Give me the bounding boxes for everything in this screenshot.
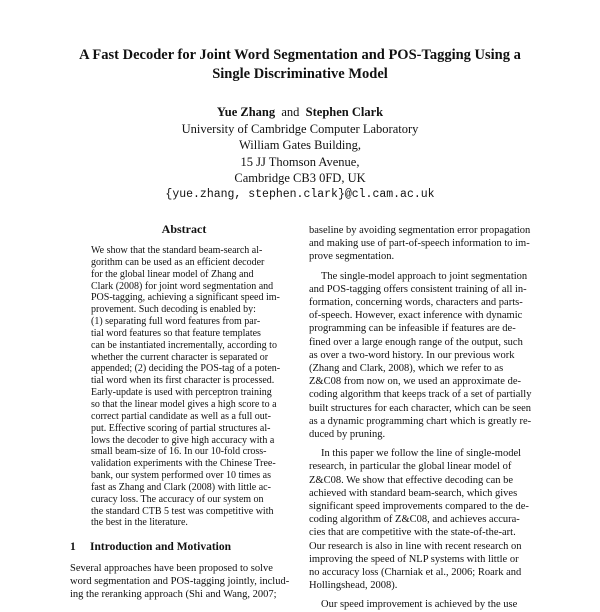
- text-line: We show that the standard beam-search al-: [91, 245, 263, 256]
- text-line: POS-tagging, achieving a significant speed im-: [91, 292, 280, 304]
- text-line: The single-model approach to joint segmentation: [321, 270, 528, 282]
- text-line: Our research is also in line with recent research on: [309, 540, 522, 552]
- text-line: appended; (2) deciding the POS-tag of a poten-: [91, 363, 281, 375]
- text-line: and making use of part-of-speech information to im-: [309, 238, 530, 250]
- text-line: lows the decoder to give high accuracy with a: [91, 434, 275, 446]
- text-line: ing the reranking approach (Shi and Wang, 2007;: [70, 589, 277, 601]
- text-line: Clark (2008) for joint word segmentation and: [91, 280, 274, 292]
- text-line: put. Effective scoring of partial structures al-: [91, 422, 271, 434]
- author-names: Yue Zhang and Stephen Clark: [216, 105, 384, 119]
- text-line: Several approaches have been proposed to solve: [70, 563, 273, 574]
- text-line: small beam-size of 16. In our 10-fold cross-: [91, 446, 267, 458]
- text-line: whether the current character is separated or: [91, 351, 269, 363]
- text-line: can be instantiated incrementally, according to: [91, 339, 277, 351]
- paragraph: [309, 447, 535, 592]
- text-line: programming can be infeasible if features are de-: [309, 323, 516, 335]
- text-line: significant speed improvements compared to the de-: [309, 501, 529, 513]
- affiliation-line: William Gates Building,: [238, 138, 362, 152]
- abstract-heading: Abstract: [161, 222, 207, 236]
- abstract-body: [91, 245, 280, 529]
- paragraph: [309, 598, 535, 611]
- paragraph: [309, 224, 535, 264]
- text-line: for the global linear model of Zhang and: [91, 268, 254, 280]
- text-line: as over a two-word history. In our previous work: [309, 349, 515, 361]
- text-line: coding algorithm that keeps track of a set of partially: [309, 389, 532, 401]
- author-block: [100, 104, 500, 203]
- text-line: word segmentation and POS-tagging jointly, includ-: [70, 576, 290, 588]
- title-line-2: Single Discriminative Model: [212, 66, 388, 82]
- text-line: prove segmentation.: [309, 251, 395, 263]
- text-line: curacy loss. The accuracy of our system on: [91, 493, 264, 505]
- text-line: cies that are competitive with the state-of-the-art.: [309, 527, 516, 539]
- text-line: research, in particular the global linear model of: [309, 461, 512, 473]
- text-line: Hollingshead, 2008).: [309, 580, 398, 592]
- text-line: baseline by avoiding segmentation error propagation: [309, 225, 531, 236]
- text-line: the standard CTB 5 test was competitive with: [91, 505, 274, 517]
- text-line: Our speed improvement is achieved by the use: [321, 599, 518, 611]
- author-email: {yue.zhang, stephen.clark}@cl.cam.ac.uk: [165, 187, 435, 201]
- text-line: correct partial candidate as well as a full out-: [91, 410, 271, 422]
- author-1: Yue Zhang: [216, 105, 276, 119]
- affiliation-line: Cambridge CB3 0FD, UK: [234, 171, 366, 185]
- text-line: fined over a large enough range of the output, such: [309, 336, 523, 348]
- text-line: so that the linear model gives a high score to a: [91, 398, 277, 410]
- text-line: In this paper we follow the line of single-model: [321, 448, 522, 460]
- text-line: formation, concerning words, characters and parts-: [309, 297, 523, 309]
- section-heading: 1 Introduction and Motivation: [70, 541, 232, 553]
- affiliation-line: 15 JJ Thomson Avenue,: [240, 154, 360, 169]
- text-line: tial word features so that feature templates: [91, 327, 261, 339]
- right-column-body: [309, 224, 535, 612]
- text-line: (Zhang and Clark, 2008), which we refer to as: [309, 363, 504, 375]
- text-line: duced by pruning.: [309, 429, 386, 441]
- text-line: as a dynamic programming chart which is greatly re-: [309, 415, 532, 427]
- text-line: Z&C08. We show that effective decoding can be: [309, 474, 514, 486]
- text-line: of-speech. However, exact inference with dynamic: [309, 310, 523, 322]
- text-line: (1) separating full word features from par-: [91, 316, 261, 328]
- affiliation-line: University of Cambridge Computer Laboratory: [181, 121, 419, 136]
- text-line: gorithm can be used as an efficient decoder: [91, 256, 265, 268]
- text-line: tial word when its first character is processed.: [91, 375, 275, 387]
- text-line: bank, our system performed over 10 times as: [91, 470, 271, 482]
- text-line: built structures for each character, which can be seen: [309, 402, 532, 414]
- text-line: Z&C08 from now on, we used an approximate de-: [309, 376, 521, 388]
- text-line: fast as Zhang and Clark (2008) with little ac-: [91, 481, 271, 493]
- title-line-1: A Fast Decoder for Joint Word Segmentation and POS-Tagging Using a: [79, 47, 521, 63]
- text-line: achieved with standard beam-search, which gives: [309, 487, 518, 499]
- paper-title: [40, 46, 560, 84]
- text-line: the best in the literature.: [91, 517, 188, 529]
- text-line: no accuracy loss (Charniak et al., 2006; Roark and: [309, 567, 522, 579]
- text-line: validation experiments with the Chinese Tree-: [91, 458, 276, 470]
- introduction-body: [70, 562, 300, 602]
- text-line: Early-update is used with perceptron training: [91, 387, 272, 399]
- text-line: coding algorithm of Z&C08, and achieves accura-: [309, 514, 520, 526]
- paragraph: [309, 270, 535, 442]
- author-2: Stephen Clark: [305, 105, 384, 119]
- text-line: provement. Such decoding is enabled by:: [91, 304, 256, 316]
- text-line: improving the speed of NLP systems with little or: [309, 553, 519, 565]
- text-line: and POS-tagging offers consistent training of all in-: [309, 283, 527, 295]
